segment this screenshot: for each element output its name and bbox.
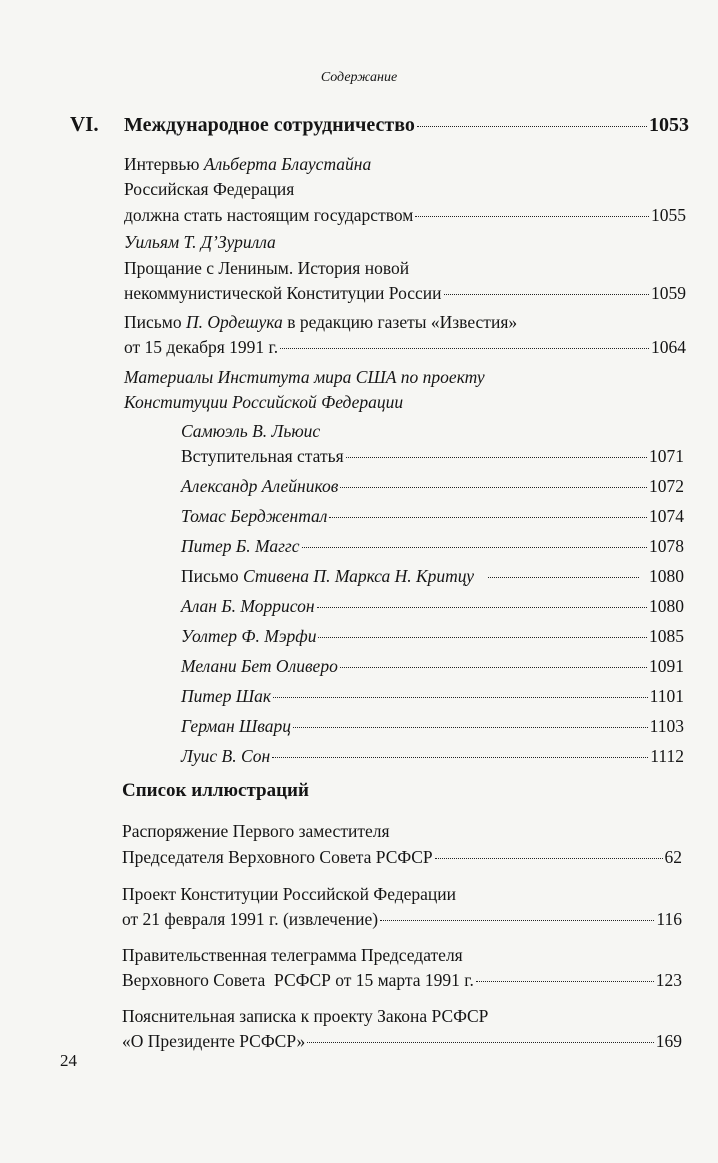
sub-entry-author: Питер Б. Маггс bbox=[181, 536, 300, 556]
illustration-title: Правительственная телеграмма Председателя bbox=[122, 945, 463, 965]
illustration-line bbox=[122, 969, 682, 991]
illustration-title: Верховного Совета РСФСР от 15 марта 1991 г. bbox=[122, 970, 474, 990]
leader-dots bbox=[293, 727, 648, 728]
sub-entry-page: 1085 bbox=[649, 626, 684, 646]
sub-entry-author: Александр Алейников bbox=[181, 476, 339, 496]
entry-text: Письмо bbox=[181, 566, 243, 586]
sub-entry-page: 1080 bbox=[649, 566, 684, 586]
illustration-line bbox=[122, 1030, 682, 1052]
sub-entry-line bbox=[181, 445, 684, 467]
sub-entry-line bbox=[181, 745, 684, 767]
sub-entry-line bbox=[181, 715, 684, 737]
illustration-title: Пояснительная записка к проекту Закона РСФСР bbox=[122, 1006, 489, 1026]
illustration-line bbox=[122, 846, 682, 868]
section-page: 1053 bbox=[649, 114, 689, 136]
entry-title: Прощание с Лениным. История новой bbox=[124, 258, 410, 278]
sub-entry-page: 1080 bbox=[649, 596, 684, 616]
sub-entry-author: Томас Берджентал bbox=[181, 506, 328, 526]
leader-dots bbox=[488, 577, 639, 578]
entry-author: Уильям Т. Д’Зурилла bbox=[124, 232, 276, 252]
illustration-title: Проект Конституции Российской Федерации bbox=[122, 884, 457, 904]
sub-entry-line bbox=[181, 685, 684, 707]
illustration-title: Распоряжение Первого заместителя bbox=[122, 821, 390, 841]
leader-dots bbox=[417, 126, 647, 127]
section-number: VI. bbox=[70, 112, 99, 136]
sub-entry-page: 1101 bbox=[649, 686, 684, 706]
sub-entry-line bbox=[181, 505, 684, 527]
entry-author: П. Ордешука bbox=[185, 312, 283, 332]
running-head: Содержание bbox=[320, 70, 398, 85]
leader-dots bbox=[318, 637, 647, 638]
entry-text: в редакцию газеты «Известия» bbox=[282, 312, 518, 332]
illustration-page: 62 bbox=[664, 847, 682, 867]
leader-dots bbox=[435, 858, 663, 859]
illustration-page: 116 bbox=[656, 909, 682, 929]
entry-title: Российская Федерация bbox=[124, 179, 295, 199]
entry-title: Конституции Российской Федерации bbox=[124, 392, 404, 412]
leader-dots bbox=[272, 757, 648, 758]
leader-dots bbox=[307, 1042, 653, 1043]
entry-title: должна стать настоящим государством bbox=[124, 205, 414, 225]
illustration-title: Председателя Верховного Совета РСФСР bbox=[122, 847, 433, 867]
sub-entry-page: 1103 bbox=[649, 716, 684, 736]
sub-entry-author: Уолтер Ф. Мэрфи bbox=[181, 626, 317, 646]
illustration-page: 169 bbox=[655, 1031, 682, 1051]
entry-line bbox=[124, 336, 686, 358]
sub-entry-author: Алан Б. Моррисон bbox=[181, 596, 315, 616]
leader-dots bbox=[346, 457, 647, 458]
entry-line bbox=[124, 204, 686, 226]
leader-dots bbox=[280, 348, 649, 349]
leader-dots bbox=[340, 487, 647, 488]
sub-entry-page: 1072 bbox=[649, 476, 684, 496]
sub-entry-author: Луис В. Сон bbox=[181, 746, 271, 766]
entry-line bbox=[124, 311, 517, 333]
entry-page: 1059 bbox=[651, 283, 686, 303]
page-number: 24 bbox=[60, 1051, 77, 1070]
entry-line bbox=[124, 153, 371, 175]
sub-entry-line bbox=[181, 565, 684, 587]
sub-entry-title: Вступительная статья bbox=[181, 446, 344, 466]
illustration-line bbox=[122, 908, 682, 930]
illustration-page: 123 bbox=[655, 970, 682, 990]
leader-dots bbox=[415, 216, 649, 217]
sub-entry-page: 1112 bbox=[650, 746, 684, 766]
sub-entry-line bbox=[181, 475, 684, 497]
section-heading-line bbox=[124, 114, 689, 136]
illustrations-heading: Список иллюстраций bbox=[122, 780, 309, 801]
sub-entry-author: Питер Шак bbox=[181, 686, 272, 706]
sub-entry-page: 1091 bbox=[649, 656, 684, 676]
sub-entry-page: 1074 bbox=[649, 506, 684, 526]
sub-entry-line bbox=[181, 625, 684, 647]
entry-author: Стивена П. Маркса Н. Критцу bbox=[242, 566, 475, 586]
leader-dots bbox=[317, 607, 647, 608]
illustration-title: от 21 февраля 1991 г. (извлечение) bbox=[122, 909, 379, 929]
entry-text: Интервью bbox=[124, 154, 204, 174]
sub-entry-author bbox=[181, 565, 474, 587]
illustration-title: «О Президенте РСФСР» bbox=[122, 1031, 306, 1051]
sub-entry-line bbox=[181, 535, 684, 557]
leader-dots bbox=[273, 697, 648, 698]
leader-dots bbox=[302, 547, 648, 548]
entry-line bbox=[124, 282, 686, 304]
entry-title: от 15 декабря 1991 г. bbox=[124, 337, 279, 357]
sub-entry-author: Самюэль В. Льюис bbox=[181, 421, 321, 441]
leader-dots bbox=[329, 517, 647, 518]
sub-entry-page: 1078 bbox=[649, 536, 684, 556]
sub-entry-page: 1071 bbox=[649, 446, 684, 466]
sub-entry-author: Герман Шварц bbox=[181, 716, 292, 736]
sub-entry-author: Мелани Бет Оливеро bbox=[181, 656, 338, 676]
sub-entry-line bbox=[181, 655, 684, 677]
section-title: Международное сотрудничество bbox=[124, 114, 415, 136]
entry-title: Материалы Института мира США по проекту bbox=[124, 367, 485, 387]
leader-dots bbox=[476, 981, 654, 982]
entry-title: некоммунистической Конституции России bbox=[124, 283, 442, 303]
entry-text: Письмо bbox=[124, 312, 186, 332]
entry-author: Альберта Блаустайна bbox=[203, 154, 372, 174]
entry-page: 1064 bbox=[651, 337, 686, 357]
leader-dots bbox=[444, 294, 649, 295]
sub-entry-line bbox=[181, 595, 684, 617]
entry-page: 1055 bbox=[651, 205, 686, 225]
leader-dots bbox=[340, 667, 647, 668]
leader-dots bbox=[380, 920, 654, 921]
